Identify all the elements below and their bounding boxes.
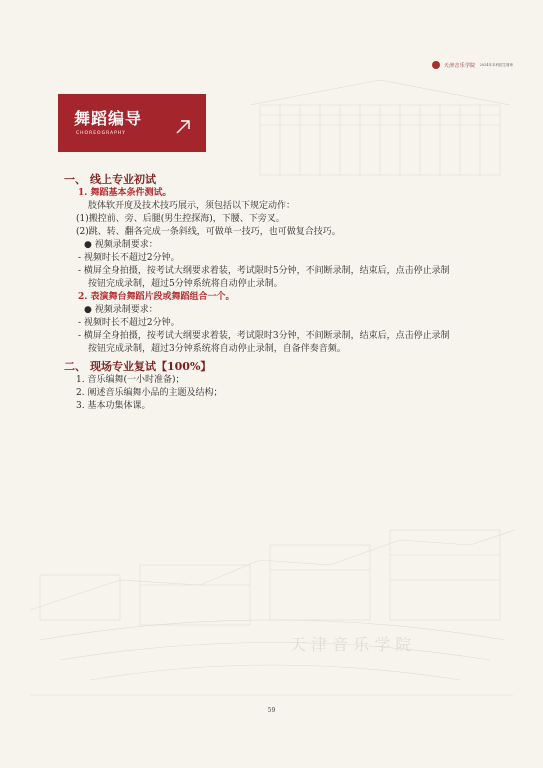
dash-item: - 横屏全身拍摄，按考试大纲要求着装，考试限时3分钟，不间断录制，结束后，点击停止录制 (78, 331, 450, 341)
logo-name: 天津音乐学院 (443, 62, 476, 69)
school-seal-icon (432, 61, 440, 69)
bullet-item: ● 视频录制要求： (84, 240, 158, 250)
paragraph: (1)搬控前、旁、后腿(男生控探海)，下腰、下旁叉。 (76, 214, 285, 224)
banner-subtitle: CHOREOGRAPHY (76, 131, 126, 136)
bullet-item: ● 视频录制要求： (84, 305, 158, 315)
list-item: 1. 音乐编舞(一小时准备)； (76, 375, 185, 385)
section-heading: 二、 现场专业复试【100%】 (64, 360, 212, 373)
paragraph: (2)跳、转、翻各完成一条斜线，可做单一技巧，也可做复合技巧。 (76, 227, 341, 237)
dash-item: - 横屏全身拍摄，按考试大纲要求着装，考试限时5分钟，不间断录制，结束后，点击停止录制 (78, 266, 450, 276)
dash-item: - 视频时长不超过2分钟。 (78, 318, 180, 328)
subsection-heading: 2. 表演舞台舞蹈片段或舞蹈组合一个。 (78, 292, 235, 302)
svg-text:天 津 音 乐 学 院: 天 津 音 乐 学 院 (290, 635, 412, 654)
header-logo (432, 61, 513, 69)
document-body (64, 172, 504, 413)
arrow-up-right-icon (174, 118, 192, 136)
list-item: 2. 阐述音乐编舞小品的主题及结构； (76, 388, 223, 398)
logo-subtitle: 2024年本科招生简章 (479, 62, 513, 67)
dash-item-continued: 按钮完成录制，超过5分钟系统将自动停止录制。 (88, 279, 283, 289)
banner-title: 舞蹈编导 (74, 109, 143, 128)
dash-item-continued: 按钮完成录制，超过3分钟系统将自动停止录制，自备伴奏音频。 (88, 344, 346, 354)
list-item: 3. 基本功集体课。 (76, 401, 151, 411)
subsection-heading: 1. 舞蹈基本条件测试。 (78, 188, 172, 198)
paragraph: 肢体软开度及技术技巧展示，须包括以下规定动作： (88, 201, 296, 211)
section-heading: 一、 线上专业初试 (64, 173, 156, 186)
page-number: 59 (267, 707, 276, 714)
section-banner (58, 94, 206, 152)
dash-item: - 视频时长不超过2分钟。 (78, 253, 180, 263)
